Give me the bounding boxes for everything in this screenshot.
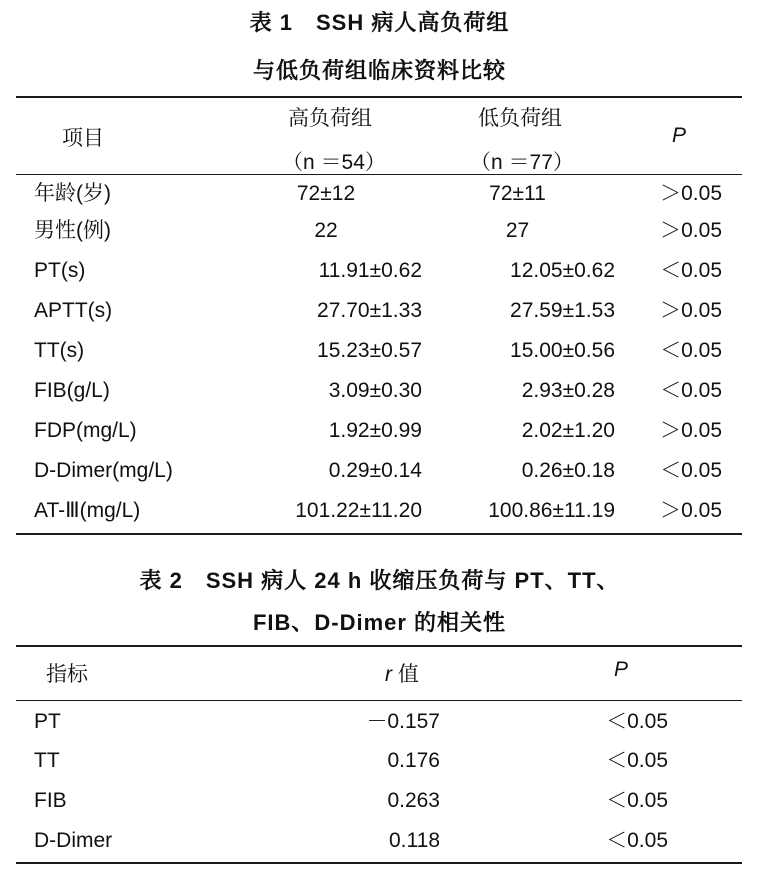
table1-cell-high: 0.29±0.14 [328, 459, 422, 482]
table2-row [0, 741, 759, 781]
table1-cell-high: 27.70±1.33 [317, 299, 422, 322]
table2-cell-index: PT [34, 710, 61, 733]
table2-cell-p: ＜0.05 [606, 829, 668, 852]
table2-header-index: 指标 [46, 663, 88, 686]
table1-cell-item: 男性(例) [34, 219, 111, 242]
table1-row [0, 411, 759, 451]
table2-cell-r: 0.118 [389, 829, 440, 852]
table2-cell-index: TT [34, 749, 60, 772]
table1-cell-low: 100.86±11.19 [488, 499, 615, 522]
table1-row [0, 491, 759, 531]
table1-cell-p: ＞0.05 [660, 419, 722, 442]
table1-row [0, 211, 759, 251]
table1-row [0, 291, 759, 331]
table1-cell-low: 72±11 [489, 182, 546, 205]
table1-cell-p: ＜0.05 [660, 339, 722, 362]
table1-cell-high: 101.22±11.20 [295, 499, 422, 522]
table1-cell-p: ＜0.05 [660, 259, 722, 282]
table2-cell-p: ＜0.05 [606, 749, 668, 772]
table1-cell-low: 0.26±0.18 [521, 459, 615, 482]
table1-cell-high: 22 [314, 219, 338, 242]
table1-header-low-n: （n ＝77） [470, 151, 574, 174]
table1-cell-high: 1.92±0.99 [328, 419, 422, 442]
table1-cell-low: 2.93±0.28 [521, 379, 615, 402]
table2-bottom-rule [16, 862, 742, 864]
table1-cell-p: ＞0.05 [660, 299, 722, 322]
table2-header-r-symbol: r [385, 663, 392, 686]
table1-top-rule [16, 96, 742, 98]
table1-cell-p: ＞0.05 [660, 182, 722, 205]
table1-cell-p: ＞0.05 [660, 499, 722, 522]
table1-cell-p: ＞0.05 [660, 219, 722, 242]
table1-header-high-n: （n ＝54） [282, 151, 386, 174]
table1-row [0, 331, 759, 371]
table1-cell-high: 15.23±0.57 [317, 339, 422, 362]
table1-cell-low: 27.59±1.53 [510, 299, 615, 322]
table1-header-item: 项目 [62, 127, 104, 150]
table1-header-high: 高负荷组 [288, 107, 372, 130]
table2-row [0, 821, 759, 861]
table2-cell-p: ＜0.05 [606, 789, 668, 812]
table1-row [0, 371, 759, 411]
table2-header-r-suffix: 值 [392, 663, 419, 686]
table1-caption-line2: 与低负荷组临床资料比较 [252, 58, 506, 83]
table1-cell-item: TT(s) [34, 339, 85, 362]
table1-cell-item: D-Dimer(mg/L) [34, 459, 173, 482]
table1-bottom-rule [16, 533, 742, 535]
table1-cell-low: 2.02±1.20 [521, 419, 615, 442]
table2-cell-p: ＜0.05 [606, 710, 668, 733]
table2-row [0, 702, 759, 742]
table1-header-low: 低负荷组 [478, 107, 562, 130]
table1-cell-low: 27 [505, 219, 530, 242]
table1-caption-line1: 表 1 SSH 病人高负荷组 [249, 10, 510, 35]
table2-caption-line2: FIB、D-Dimer 的相关性 [252, 610, 507, 635]
table2-header-p: P [614, 658, 629, 681]
table1-cell-high: 3.09±0.30 [328, 379, 422, 402]
table1-cell-item: APTT(s) [34, 299, 113, 322]
table1-cell-item: PT(s) [34, 259, 86, 282]
table1-cell-high: 11.91±0.62 [318, 259, 422, 282]
table1-cell-item: FDP(mg/L) [34, 419, 137, 442]
table1-cell-p: ＜0.05 [660, 379, 722, 402]
table1-cell-p: ＜0.05 [660, 459, 722, 482]
table1-cell-item: FIB(g/L) [34, 379, 110, 402]
table2-header-rule [16, 700, 742, 701]
table1-cell-item: 年龄(岁) [34, 182, 111, 205]
table2-cell-r: 0.263 [387, 789, 440, 812]
table2-row [0, 781, 759, 821]
table1-row [0, 451, 759, 491]
table2-cell-index: FIB [34, 789, 67, 812]
table2-header-r [385, 658, 419, 688]
table1-cell-high: 72±12 [296, 182, 356, 205]
table2-cell-index: D-Dimer [34, 829, 113, 852]
table1-header-p: P [672, 124, 687, 147]
table2-cell-r: 0.176 [387, 749, 440, 772]
table1-cell-low: 15.00±0.56 [510, 339, 615, 362]
table2-caption-line1: 表 2 SSH 病人 24 h 收缩压负荷与 PT、TT、 [139, 568, 620, 593]
table1-cell-item: AT-Ⅲ(mg/L) [34, 499, 141, 522]
table2-cell-r: －0.157 [366, 710, 440, 733]
table1-row [0, 174, 759, 214]
table2-top-rule [16, 645, 742, 647]
table1-row [0, 251, 759, 291]
table1-cell-low: 12.05±0.62 [510, 259, 615, 282]
